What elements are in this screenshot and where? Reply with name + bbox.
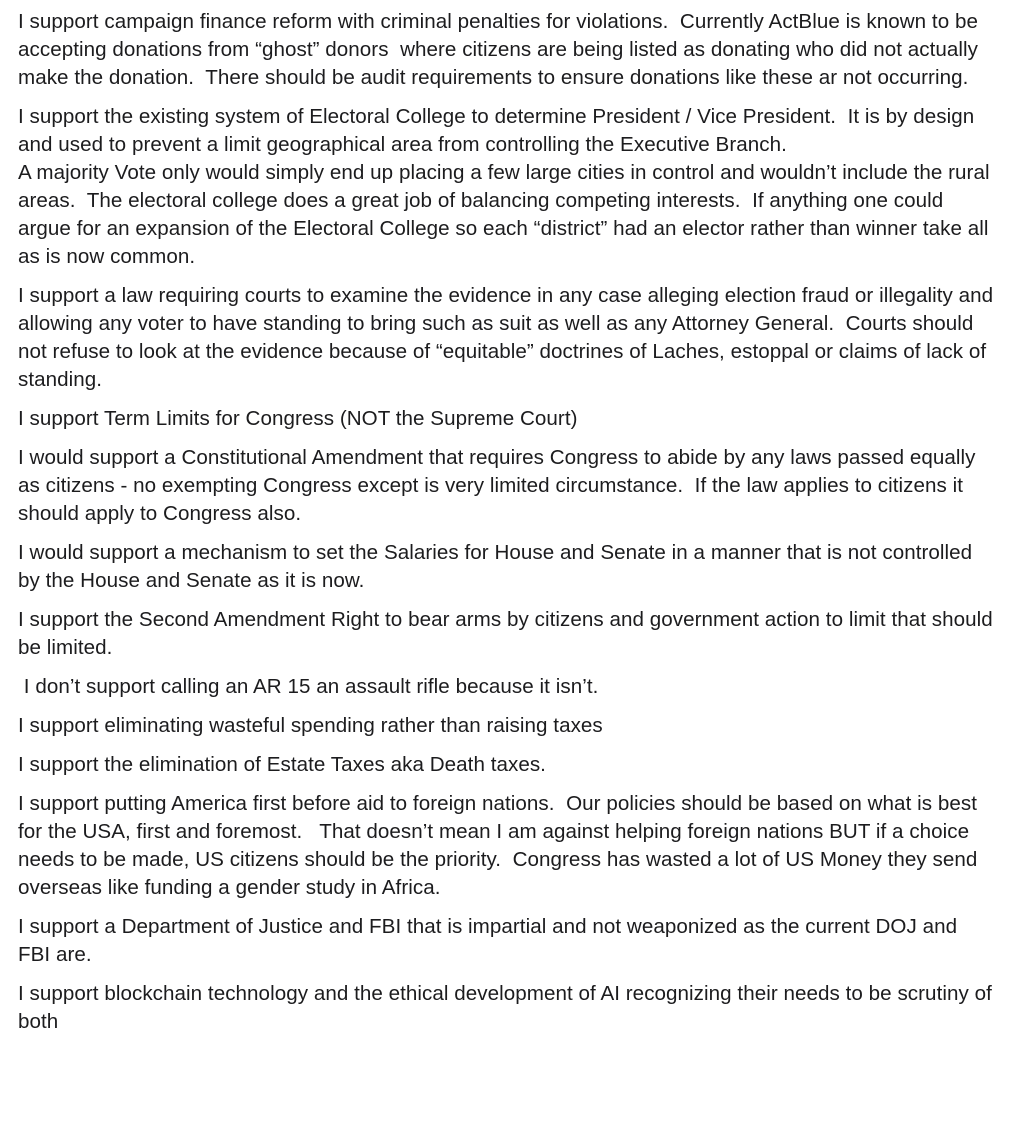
paragraph-election-fraud-courts: I support a law requiring courts to examine the evidence in any case alleging election fraud or illegality and allowing any voter to have standing to bring such as suit as well as any Attorney General. Courts should not refuse to look at the evidence because of “equitable” doctrines of Laches, estoppal or claims of lack of standing. bbox=[18, 284, 999, 391]
paragraph-estate-taxes: I support the elimination of Estate Taxes aka Death taxes. bbox=[18, 753, 546, 776]
paragraph-term-limits: I support Term Limits for Congress (NOT the Supreme Court) bbox=[18, 407, 578, 430]
paragraph-blockchain-ai: I support blockchain technology and the ethical development of AI recognizing their needs to be scrutiny of both bbox=[18, 982, 998, 1033]
paragraph-congress-equal-laws: I would support a Constitutional Amendment that requires Congress to abide by any laws passed equally as citizens - no exempting Congress except is very limited circumstance. If the law applies to citizens it should apply to Congress also. bbox=[18, 446, 982, 525]
paragraph-america-first: I support putting America first before aid to foreign nations. Our policies should be based on what is best for the USA, first and foremost. That doesn’t mean I am against helping foreign nations BUT if a choice needs to be made, US citizens should be the priority. Congress has wasted a lot of US Money they send overseas like funding a gender study in Africa. bbox=[18, 792, 984, 899]
paragraph-wasteful-spending: I support eliminating wasteful spending rather than raising taxes bbox=[18, 714, 603, 737]
paragraph-second-amendment: I support the Second Amendment Right to bear arms by citizens and government action to limit that should be limited. bbox=[18, 608, 999, 659]
paragraph-doj-fbi: I support a Department of Justice and FBI that is impartial and not weaponized as the current DOJ and FBI are. bbox=[18, 915, 963, 966]
paragraph-ar15: I don’t support calling an AR 15 an assault rifle because it isn’t. bbox=[18, 675, 599, 698]
paragraph-campaign-finance: I support campaign finance reform with criminal penalties for violations. Currently ActBlue is known to be accepting donations from “ghost” donors where citizens are being listed as donating who did not actually make the donation. There should be audit requirements to ensure donations like these ar not occurring. bbox=[18, 10, 984, 89]
paragraph-electoral-college: I support the existing system of Electoral College to determine President / Vice President. It is by design and used to prevent a limit geographical area from controlling the Executive Branch. A majority Vote only would simply end up placing a few large cities in control and wouldn’t include the rural areas. The electoral college does a great job of balancing competing interests. If anything one could argue for an expansion of the Electoral College so each “district” had an elector rather than winner take all as is now common. bbox=[18, 105, 990, 268]
paragraph-congress-salaries: I would support a mechanism to set the Salaries for House and Senate in a manner that is not controlled by the House and Senate as it is now. bbox=[18, 541, 978, 592]
